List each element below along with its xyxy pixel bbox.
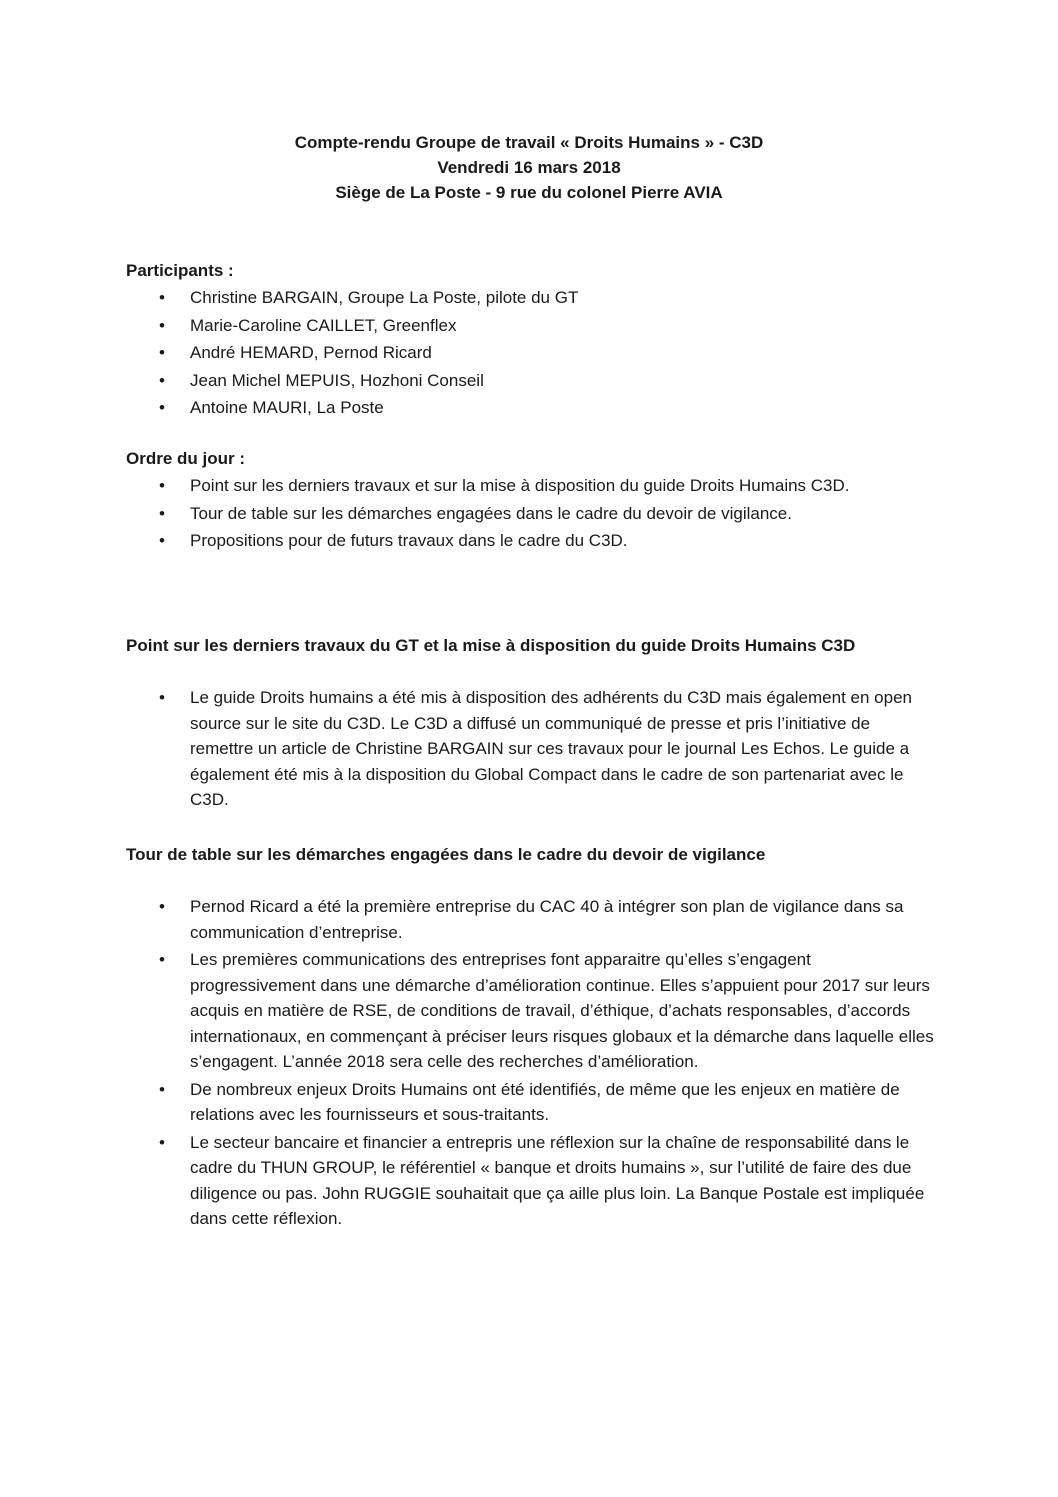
bullet-icon: • [159,1132,165,1152]
bullet-icon: • [159,398,165,417]
bullet-icon: • [159,343,165,362]
section1-list [126,685,936,815]
bullet-icon: • [159,315,165,335]
list-item [126,285,946,311]
section1-heading: Point sur les derniers travaux du GT et la mise à disposition du guide Droits Humains C3D [126,636,856,655]
section2-text: Les premières communications des entreprises font apparaitre qu’elles s’engagent progressivement dans une démarche d’amélioration continue. Elles s’appuient pour 2017 sur leurs acquis en matière de RSE, de conditions de travail, d’éthique, d’achats responsables, d’accords internationaux, en commençant à préciser leurs risques globaux et la démarche dans laquelle elles s’engagent. L’année 2018 sera celle des recherches d’amélioration. [190,950,934,1071]
bullet-icon: • [159,531,165,550]
bullet-icon: • [159,897,165,916]
header-title: Compte-rendu Groupe de travail « Droits Humains » - C3D [294,133,764,152]
agenda-heading: Ordre du jour : [126,449,245,468]
agenda-text: Tour de table sur les démarches engagées dans le cadre du devoir de vigilance. [190,503,792,523]
header-location: Siège de La Poste - 9 rue du colonel Pierre AVIA [335,183,723,202]
section2-heading: Tour de table sur les démarches engagées dans le cadre du devoir de vigilance [126,845,766,864]
bullet-icon: • [159,688,165,707]
bullet-icon: • [159,370,165,390]
list-item [126,1077,938,1128]
participants-heading: Participants : [126,261,234,280]
document-header [0,130,1058,205]
bullet-icon: • [159,503,165,523]
participant-text: Antoine MAURI, La Poste [190,398,384,417]
bullet-icon: • [159,288,165,307]
list-item [126,501,916,527]
list-item [126,1130,938,1232]
list-item [126,395,946,421]
bullet-icon: • [159,476,165,495]
participants-list [126,285,946,423]
list-item [126,473,916,499]
participant-text: André HEMARD, Pernod Ricard [190,343,432,362]
list-item [126,340,946,366]
list-item [126,947,938,1075]
agenda-list [126,473,916,556]
section2-text: Le secteur bancaire et financier a entrepris une réflexion sur la chaîne de responsabilité dans le cadre du THUN GROUP, le référentiel « banque et droits humains », sur l’utilité de faire des due diligence ou pas. John RUGGIE souhaitait que ça aille plus loin. La Banque Postale est impliquée dans cette réflexion. [190,1132,925,1228]
list-item [126,528,916,554]
agenda-text: Point sur les derniers travaux et sur la mise à disposition du guide Droits Humains C3D. [190,476,850,495]
section2-text: Pernod Ricard a été la première entreprise du CAC 40 à intégrer son plan de vigilance dans sa communication d’entreprise. [190,897,904,942]
list-item [126,894,938,945]
participant-text: Marie-Caroline CAILLET, Greenflex [190,315,457,335]
participant-text: Christine BARGAIN, Groupe La Poste, pilote du GT [190,288,579,307]
participant-text: Jean Michel MEPUIS, Hozhoni Conseil [190,370,484,390]
bullet-icon: • [159,1079,165,1099]
list-item [126,313,946,339]
section1-text: Le guide Droits humains a été mis à disposition des adhérents du C3D mais également en open source sur le site du C3D. Le C3D a diffusé un communiqué de presse et pris l’initiative de remettre un article de Christine BARGAIN sur ces travaux pour le journal Les Echos. Le guide a également été mis à la disposition du Global Compact dans le cadre de son partenariat avec le C3D. [190,688,912,809]
section2-list [126,894,938,1234]
list-item [126,685,936,813]
header-date: Vendredi 16 mars 2018 [437,158,621,177]
agenda-text: Propositions pour de futurs travaux dans le cadre du C3D. [190,531,628,550]
bullet-icon: • [159,950,165,969]
section2-text: De nombreux enjeux Droits Humains ont été identifiés, de même que les enjeux en matière de relations avec les fournisseurs et sous-traitants. [190,1079,900,1124]
list-item [126,368,946,394]
